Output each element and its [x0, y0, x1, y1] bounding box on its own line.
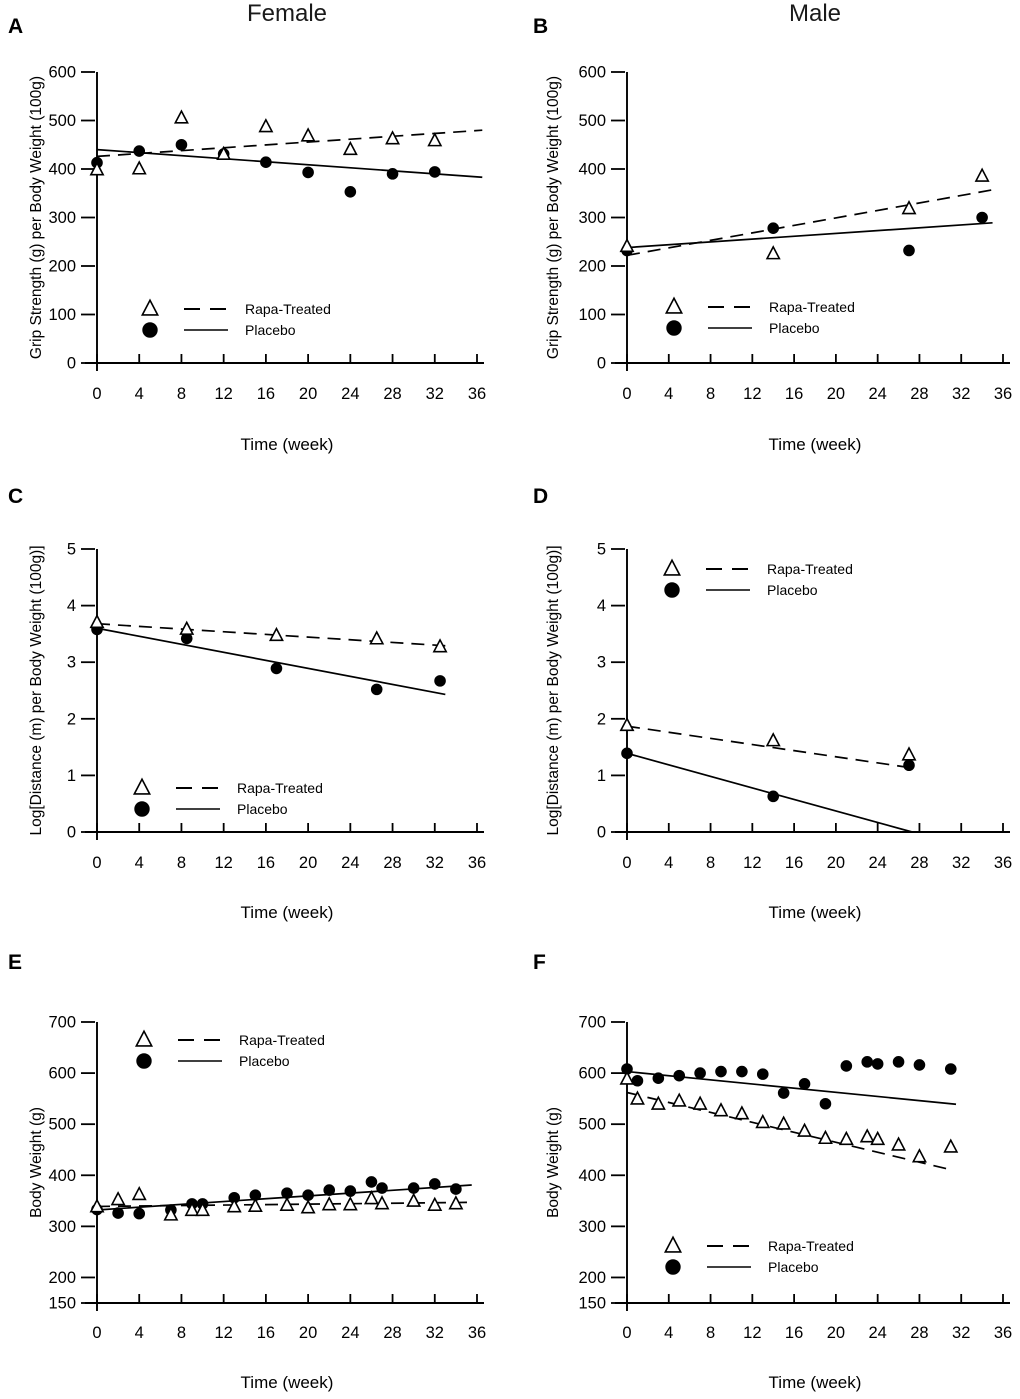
rapa-point	[892, 1138, 904, 1150]
y-tick-label: 500	[48, 112, 76, 130]
x-tick-label: 8	[176, 854, 187, 872]
placebo-point	[371, 684, 382, 695]
x-tick-label: 16	[784, 385, 804, 403]
rapa-point	[945, 1140, 957, 1152]
y-axis-title: Grip Strength (g) per Body Weight (100g)	[545, 75, 562, 360]
placebo-point	[737, 1066, 748, 1077]
y-tick-label: 300	[578, 209, 606, 227]
placebo-fit-line	[627, 223, 993, 248]
rapa-point	[344, 143, 356, 155]
x-axis-title: Time (week)	[240, 1373, 334, 1392]
x-tick-label: 32	[425, 385, 444, 403]
x-tick-label: 0	[92, 854, 102, 872]
x-tick-label: 4	[134, 854, 144, 872]
y-tick-label: 400	[48, 160, 76, 179]
x-tick-label: 36	[993, 1324, 1013, 1342]
x-tick-label: 8	[176, 1324, 187, 1342]
x-tick-label: 32	[425, 854, 444, 872]
y-tick-label: 0	[596, 354, 606, 373]
placebo-point	[176, 139, 187, 150]
placebo-point	[768, 223, 779, 234]
legend-triangle-icon	[666, 298, 681, 313]
rapa-point	[798, 1124, 810, 1136]
rapa-point	[302, 129, 314, 141]
x-tick-label: 24	[868, 385, 887, 403]
placebo-point	[914, 1060, 925, 1071]
column-title-female: Female	[246, 0, 328, 27]
placebo-point	[622, 748, 633, 759]
y-tick-label: 200	[578, 1268, 606, 1287]
rapa-point	[903, 748, 915, 760]
rapa-point	[260, 120, 272, 132]
rapa-point	[91, 616, 103, 628]
rapa-point	[694, 1097, 706, 1109]
placebo-point	[345, 1186, 356, 1197]
legend-placebo-label: Placebo	[245, 322, 296, 338]
placebo-point	[653, 1073, 664, 1084]
x-tick-label: 20	[298, 854, 318, 872]
y-tick-label: 5	[66, 540, 76, 559]
rapa-point	[757, 1116, 769, 1128]
rapa-point	[133, 162, 145, 174]
x-axis-title: Time (week)	[768, 1373, 862, 1392]
legend-circle-icon	[137, 1054, 151, 1068]
placebo-point	[345, 186, 356, 197]
legend-circle-icon	[143, 323, 157, 337]
placebo-point	[674, 1070, 685, 1081]
x-tick-label: 28	[383, 1324, 402, 1342]
x-axis-title: Time (week)	[768, 435, 862, 454]
y-axis-title: Log[Distance (m) per Body Weight (100g)]	[545, 545, 562, 836]
x-tick-label: 20	[826, 854, 846, 872]
rapa-point	[767, 247, 779, 259]
x-tick-label: 16	[256, 1324, 276, 1342]
legend-circle-icon	[667, 321, 681, 335]
placebo-point	[799, 1079, 810, 1090]
legend	[134, 779, 323, 817]
x-tick-label: 32	[425, 1324, 444, 1342]
legend-rapa-label: Rapa-Treated	[767, 561, 853, 577]
legend-rapa-label: Rapa-Treated	[245, 301, 331, 317]
legend-rapa-label: Rapa-Treated	[769, 299, 855, 315]
column-title-male: Male	[788, 0, 842, 27]
y-tick-label: 5	[596, 540, 606, 559]
x-tick-label: 12	[214, 1324, 233, 1342]
legend	[665, 1237, 854, 1275]
placebo-point	[387, 169, 398, 180]
placebo-point	[324, 1185, 335, 1196]
y-tick-label: 500	[578, 1115, 606, 1134]
rapa-point	[903, 202, 915, 214]
x-tick-label: 28	[383, 385, 402, 403]
x-tick-label: 4	[664, 385, 674, 403]
x-tick-label: 32	[952, 1324, 971, 1342]
x-tick-label: 36	[993, 854, 1013, 872]
x-tick-label: 28	[910, 1324, 929, 1342]
placebo-point	[366, 1177, 377, 1188]
placebo-point	[945, 1064, 956, 1075]
legend-rapa-label: Rapa-Treated	[768, 1238, 854, 1254]
x-tick-label: 24	[341, 1324, 360, 1342]
placebo-point	[377, 1183, 388, 1194]
y-tick-label: 200	[578, 257, 606, 276]
x-tick-label: 8	[176, 385, 187, 403]
x-axis-title: Time (week)	[240, 903, 334, 922]
placebo-point	[893, 1057, 904, 1068]
panel-label: E	[8, 951, 23, 974]
y-axis-title: Grip Strength (g) per Body Weight (100g)	[28, 75, 45, 360]
y-axis-title: Log[Distance (m) per Body Weight (100g)]	[28, 545, 45, 836]
panel-A	[0, 0, 510, 470]
x-tick-label: 16	[256, 854, 276, 872]
rapa-fit-line	[627, 726, 909, 767]
y-tick-label: 300	[578, 1217, 606, 1236]
placebo-point	[841, 1061, 852, 1072]
placebo-point	[904, 245, 915, 256]
panel-label: C	[8, 485, 24, 508]
placebo-point	[757, 1069, 768, 1080]
rapa-point	[175, 111, 187, 123]
x-tick-label: 12	[743, 854, 762, 872]
legend-circle-icon	[666, 1260, 680, 1274]
rapa-point	[112, 1193, 124, 1205]
panel-label: A	[8, 15, 24, 38]
x-tick-label: 24	[868, 1324, 887, 1342]
panel-B	[510, 0, 1020, 470]
legend	[664, 560, 853, 598]
y-tick-label: 4	[66, 597, 76, 616]
legend-placebo-label: Placebo	[767, 582, 818, 598]
legend-triangle-icon	[134, 779, 149, 794]
x-tick-label: 24	[868, 854, 887, 872]
legend-triangle-icon	[665, 1237, 680, 1252]
rapa-point	[736, 1107, 748, 1119]
y-tick-label: 300	[48, 209, 76, 227]
y-tick-label: 1	[66, 766, 76, 785]
x-tick-label: 24	[341, 854, 360, 872]
x-tick-label: 20	[298, 385, 318, 403]
placebo-point	[271, 663, 282, 674]
placebo-point	[134, 146, 145, 157]
legend-placebo-label: Placebo	[239, 1053, 290, 1069]
rapa-point	[715, 1104, 727, 1116]
y-tick-label: 0	[66, 823, 76, 842]
placebo-point	[429, 167, 440, 178]
rapa-point	[976, 169, 988, 181]
y-tick-label: 600	[48, 1064, 76, 1083]
x-tick-label: 16	[256, 385, 276, 403]
legend-placebo-label: Placebo	[768, 1259, 819, 1275]
x-tick-label: 20	[298, 1324, 318, 1342]
x-tick-label: 28	[910, 854, 929, 872]
y-tick-label: 0	[66, 354, 76, 373]
legend	[136, 1031, 325, 1069]
x-tick-label: 28	[910, 385, 929, 403]
rapa-point	[371, 632, 383, 644]
y-tick-label: 500	[48, 1115, 76, 1134]
legend-triangle-icon	[664, 560, 679, 575]
x-tick-label: 24	[341, 385, 360, 403]
y-tick-label: 3	[66, 653, 76, 672]
y-tick-label: 600	[48, 63, 76, 82]
rapa-point	[408, 1194, 420, 1206]
x-tick-label: 0	[622, 854, 632, 872]
x-axis-title: Time (week)	[768, 903, 862, 922]
legend-placebo-label: Placebo	[769, 320, 820, 336]
legend-circle-icon	[665, 583, 679, 597]
legend-rapa-label: Rapa-Treated	[237, 780, 323, 796]
rapa-fit-line	[97, 624, 445, 646]
chart-D	[510, 470, 1020, 936]
y-tick-label: 700	[578, 1013, 606, 1032]
y-tick-label: 2	[596, 710, 606, 729]
rapa-point	[673, 1094, 685, 1106]
rapa-point	[621, 719, 633, 731]
rapa-point	[181, 622, 193, 634]
x-tick-label: 4	[134, 385, 144, 403]
x-tick-label: 4	[664, 1324, 674, 1342]
x-tick-label: 32	[952, 854, 971, 872]
placebo-point	[451, 1184, 462, 1195]
placebo-point	[820, 1098, 831, 1109]
chart-E	[0, 936, 510, 1399]
y-tick-label: 200	[48, 257, 76, 276]
y-axis-title: Body Weight (g)	[545, 1107, 562, 1218]
rapa-point	[861, 1130, 873, 1142]
x-tick-label: 8	[705, 1324, 716, 1342]
y-tick-label: 3	[596, 653, 606, 672]
placebo-point	[134, 1208, 145, 1219]
x-tick-label: 36	[467, 385, 487, 403]
y-tick-label: 600	[578, 1064, 606, 1083]
rapa-point	[302, 1201, 314, 1213]
x-tick-label: 36	[467, 1324, 487, 1342]
placebo-point	[429, 1179, 440, 1190]
placebo-point	[408, 1183, 419, 1194]
y-tick-label: 100	[578, 306, 606, 324]
x-tick-label: 0	[622, 385, 632, 403]
rapa-point	[778, 1117, 790, 1129]
y-tick-label: 500	[578, 112, 606, 130]
x-tick-label: 4	[134, 1324, 144, 1342]
panel-label: F	[533, 951, 546, 974]
panel-label: B	[533, 15, 549, 38]
panel-E	[0, 936, 510, 1399]
legend	[142, 300, 331, 338]
rapa-point	[621, 240, 633, 252]
rapa-point	[913, 1150, 925, 1162]
x-tick-label: 4	[664, 854, 674, 872]
x-tick-label: 0	[92, 385, 102, 403]
rapa-point	[429, 1198, 441, 1210]
y-tick-label: 150	[48, 1294, 76, 1313]
rapa-fit-line	[97, 130, 482, 156]
x-tick-label: 12	[743, 1324, 762, 1342]
placebo-fit-line	[97, 150, 482, 178]
x-tick-label: 8	[705, 385, 716, 403]
placebo-point	[113, 1208, 124, 1219]
panel-C	[0, 470, 510, 936]
x-tick-label: 8	[705, 854, 716, 872]
chart-A	[0, 0, 510, 470]
placebo-point	[778, 1088, 789, 1099]
panel-label: D	[533, 485, 549, 508]
y-tick-label: 600	[578, 63, 606, 82]
rapa-point	[819, 1131, 831, 1143]
rapa-point	[872, 1133, 884, 1145]
y-tick-label: 1	[596, 766, 606, 785]
legend	[666, 298, 855, 336]
chart-B	[510, 0, 1020, 470]
rapa-point	[767, 734, 779, 746]
placebo-point	[862, 1057, 873, 1068]
x-tick-label: 12	[214, 854, 233, 872]
y-tick-label: 100	[48, 306, 76, 324]
x-tick-label: 32	[952, 385, 971, 403]
chart-F	[510, 936, 1020, 1399]
legend-placebo-label: Placebo	[237, 801, 288, 817]
legend-triangle-icon	[142, 300, 157, 315]
x-tick-label: 16	[784, 1324, 804, 1342]
x-tick-label: 12	[214, 385, 233, 403]
placebo-point	[303, 167, 314, 178]
legend-rapa-label: Rapa-Treated	[239, 1032, 325, 1048]
placebo-point	[303, 1190, 314, 1201]
placebo-point	[904, 760, 915, 771]
x-tick-label: 20	[826, 385, 846, 403]
rapa-point	[133, 1188, 145, 1200]
y-tick-label: 200	[48, 1268, 76, 1287]
y-tick-label: 150	[578, 1294, 606, 1313]
placebo-point	[977, 212, 988, 223]
x-tick-label: 0	[622, 1324, 632, 1342]
panel-F	[510, 936, 1020, 1399]
y-tick-label: 400	[578, 1166, 606, 1185]
placebo-point	[261, 157, 272, 168]
placebo-point	[716, 1066, 727, 1077]
x-tick-label: 12	[743, 385, 762, 403]
y-tick-label: 4	[596, 597, 606, 616]
legend-triangle-icon	[136, 1031, 151, 1046]
rapa-point	[365, 1192, 377, 1204]
legend-circle-icon	[135, 802, 149, 816]
rapa-point	[429, 134, 441, 146]
x-tick-label: 36	[993, 385, 1013, 403]
x-tick-label: 0	[92, 1324, 102, 1342]
placebo-point	[435, 676, 446, 687]
chart-C	[0, 470, 510, 936]
y-tick-label: 0	[596, 823, 606, 842]
rapa-point	[386, 132, 398, 144]
y-axis-title: Body Weight (g)	[28, 1107, 45, 1218]
y-tick-label: 2	[66, 710, 76, 729]
placebo-point	[768, 791, 779, 802]
x-axis-title: Time (week)	[240, 435, 334, 454]
y-tick-label: 400	[48, 1166, 76, 1185]
placebo-point	[872, 1059, 883, 1070]
rapa-point	[840, 1133, 852, 1145]
y-tick-label: 300	[48, 1217, 76, 1236]
x-tick-label: 16	[784, 854, 804, 872]
y-tick-label: 400	[578, 160, 606, 179]
panel-D	[510, 470, 1020, 936]
x-tick-label: 20	[826, 1324, 846, 1342]
placebo-point	[695, 1068, 706, 1079]
rapa-fit-line	[627, 190, 993, 255]
x-tick-label: 28	[383, 854, 402, 872]
x-tick-label: 36	[467, 854, 487, 872]
y-tick-label: 700	[48, 1013, 76, 1032]
